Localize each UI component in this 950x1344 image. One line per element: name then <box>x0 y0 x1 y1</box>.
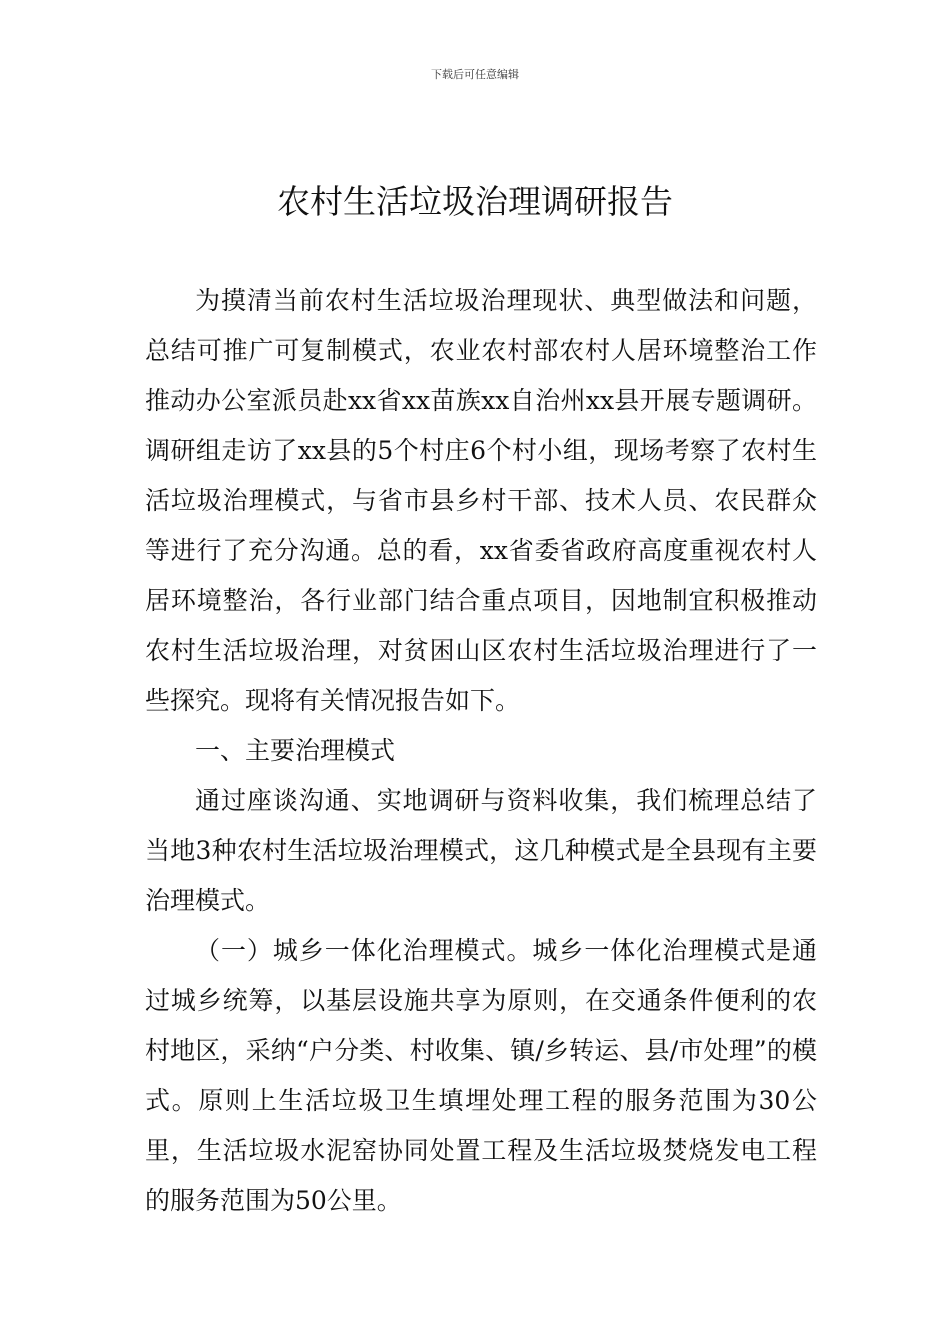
section-intro-paragraph: 通过座谈沟通、实地调研与资料收集，我们梳理总结了当地3种农村生活垃圾治理模式，这几种模式是全县现有主要治理模式。 <box>145 786 817 915</box>
section-heading: 一、主要治理模式 <box>195 736 396 765</box>
document-title: 农村生活垃圾治理调研报告 <box>277 182 673 221</box>
intro-paragraph: 为摸清当前农村生活垃圾治理现状、典型做法和问题，总结可推广可复制模式，农业农村部农村人居环境整治工作推动办公室派员赴xx省xx苗族xx自治州xx县开展专题调研。调研组走访了xx县的5个村庄6个村小组，现场考察了农村生活垃圾治理模式，与省市县乡村干部、技术人员、农民群众等进行了充分沟通。总的看，xx省委省政府高度重视农村人居环境整治，各行业部门结合重点项目，因地制宜积极推动农村生活垃圾治理，对贫困山区农村生活垃圾治理进行了一些探究。现将有关情况报告如下。 <box>145 286 817 715</box>
document-body <box>145 276 817 1226</box>
header-note: 下载后可任意编辑 <box>431 68 519 81</box>
subsection-paragraph: （一）城乡一体化治理模式。城乡一体化治理模式是通过城乡统筹，以基层设施共享为原则，在交通条件便利的农村地区，采纳“户分类、村收集、镇/乡转运、县/市处理”的模式。原则上生活垃圾卫生填埋处理工程的服务范围为30公里，生活垃圾水泥窑协同处置工程及生活垃圾焚烧发电工程的服务范围为50公里。 <box>145 936 817 1215</box>
